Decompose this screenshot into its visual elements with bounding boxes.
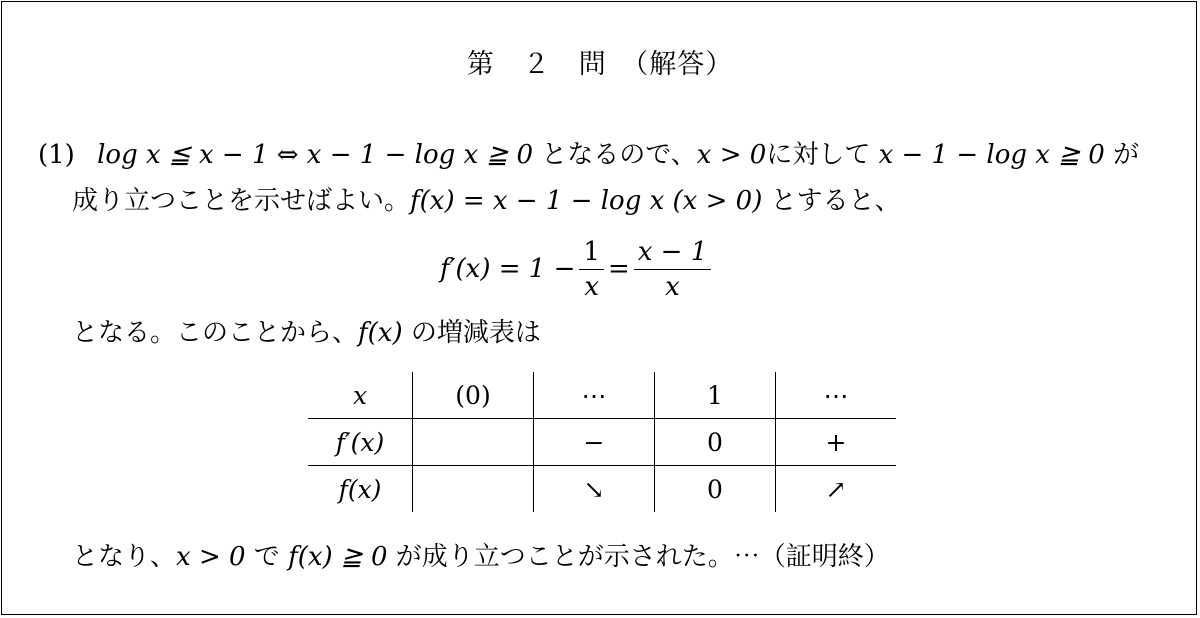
p1-text3: が (1104, 140, 1140, 170)
decreasing-arrow: ↘ (534, 466, 655, 513)
p1-text1: となるので、 (533, 140, 697, 170)
equals-sign: = (607, 254, 630, 284)
p4-text3: が成り立つことが示された。⋯（証明終） (387, 542, 890, 572)
fraction-denominator: x (584, 271, 599, 302)
paragraph-1 (38, 138, 1139, 172)
table-cell (413, 466, 534, 513)
increasing-arrow: ↗ (776, 466, 897, 513)
table-header-cell: f′(x) (308, 419, 413, 466)
p4-text2: で (245, 542, 289, 572)
paragraph-4 (72, 540, 890, 574)
page-title: 第 ２ 問 （解答） (466, 49, 734, 80)
p2-text1: 成り立つことを示せばよい。 (72, 186, 411, 216)
inequality-statement: log x ≦ x − 1 ⇔ x − 1 − log x ≧ 0 (97, 140, 534, 170)
table-row (308, 466, 896, 513)
table-cell (413, 419, 534, 466)
p1-text2: に対して (766, 140, 879, 170)
table-cell: (0) (413, 372, 534, 419)
table-row (308, 419, 896, 466)
fraction-numerator: x − 1 (634, 237, 712, 270)
table-header-cell: f(x) (308, 466, 413, 513)
target-inequality: x − 1 − log x ≧ 0 (878, 140, 1105, 170)
fraction-denominator: x (665, 271, 680, 302)
fraction-1-over-x (579, 237, 604, 302)
table-cell: + (776, 419, 897, 466)
p4-text1: となり、 (72, 542, 177, 572)
table-row (308, 372, 896, 419)
paragraph-3 (72, 316, 541, 350)
domain-condition: x > 0 (696, 140, 767, 170)
domain-condition: x > 0 (176, 542, 246, 572)
table-cell: 0 (655, 466, 776, 513)
function-definition: f(x) = x − 1 − log x (x > 0) (410, 186, 763, 216)
fraction-x-minus-1-over-x (634, 237, 712, 302)
table-header-cell: x (352, 380, 368, 410)
conclusion-inequality: f(x) ≧ 0 (288, 542, 388, 572)
table-cell: − (534, 419, 655, 466)
derivative-lhs: f′(x) = 1 − (440, 254, 576, 284)
page-frame (1, 1, 1197, 615)
problem-label: (1) (38, 140, 75, 170)
p3-text2: の増減表は (402, 318, 541, 348)
function-ref: f(x) (358, 318, 403, 348)
table-cell: ⋯ (776, 372, 897, 419)
fraction-numerator: 1 (579, 237, 604, 270)
variation-table (308, 372, 896, 512)
table-cell: 1 (655, 372, 776, 419)
table-cell: 0 (655, 419, 776, 466)
p3-text1: となる。このことから、 (72, 318, 359, 348)
p2-text2: とすると、 (762, 186, 901, 216)
derivative-formula (440, 233, 715, 305)
table-cell: ⋯ (534, 372, 655, 419)
paragraph-2 (72, 184, 901, 218)
